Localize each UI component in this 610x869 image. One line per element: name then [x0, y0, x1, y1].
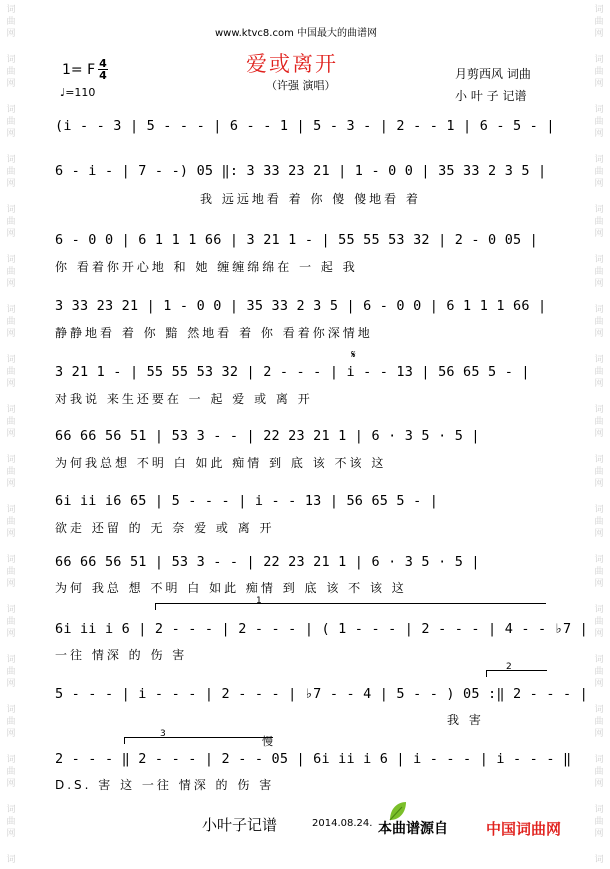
watermark-glyph: 词 — [594, 655, 604, 665]
volta-bracket-1 — [155, 603, 546, 610]
watermark-glyph: 曲 — [594, 117, 604, 127]
watermark-glyph: 词 — [594, 5, 604, 15]
watermark-glyph: 网 — [6, 329, 16, 339]
watermark-glyph: 词 — [594, 705, 604, 715]
watermark-glyph: 曲 — [6, 317, 16, 327]
watermark-glyph: 词 — [6, 255, 16, 265]
watermark-glyph: 曲 — [594, 667, 604, 677]
volta-bracket-3 — [124, 737, 273, 744]
time-signature — [98, 58, 108, 81]
watermark-glyph: 网 — [6, 579, 16, 589]
watermark-glyph: 词 — [6, 705, 16, 715]
watermark-glyph: 词 — [6, 355, 16, 365]
volta-bracket-2 — [486, 670, 547, 677]
watermark-glyph: 曲 — [594, 817, 604, 827]
footer-source-label: 本曲谱源自 — [378, 821, 448, 837]
lyric-line-7: 欲走 还留 的 无 奈 爱 或 离 开 — [55, 521, 275, 535]
lyric-line-10: 我 害 — [447, 713, 484, 727]
watermark-glyph: 词 — [594, 555, 604, 565]
volta-1-label: 1 — [256, 596, 262, 606]
watermark-glyph: 词 — [594, 455, 604, 465]
site-url: www.ktvc8.com 中国最大的曲谱网 — [215, 28, 378, 39]
footer-transcriber-signature: 小叶子记谱 — [202, 816, 278, 834]
watermark-glyph: 曲 — [6, 467, 16, 477]
watermark-glyph: 网 — [6, 429, 16, 439]
watermark-glyph: 词 — [594, 105, 604, 115]
watermark-glyph: 词 — [594, 805, 604, 815]
watermark-glyph: 网 — [6, 279, 16, 289]
watermark-glyph: 网 — [594, 429, 604, 439]
watermark-glyph: 曲 — [594, 67, 604, 77]
watermark-glyph: 曲 — [594, 467, 604, 477]
watermark-glyph: 词 — [594, 405, 604, 415]
lyric-line-5: 对我说 来生还要在 一 起 爱 或 离 开 — [55, 392, 313, 406]
composer-credit: 月剪西风 词曲 — [455, 67, 531, 81]
watermark-glyph: 词 — [6, 755, 16, 765]
watermark-glyph: 网 — [6, 79, 16, 89]
watermark-glyph: 曲 — [6, 367, 16, 377]
watermark-glyph: 网 — [594, 379, 604, 389]
watermark-glyph: 词 — [594, 305, 604, 315]
score-line-10: 5 - - - | i - - - | 2 - - - | ♭7 - - 4 | 5 - - ) 05 :‖ 2 - - - | — [55, 686, 588, 702]
score-line-6: 66 66 56 51 | 53 3 - - | 22 23 21 1 | 6 · 3 5 · 5 | — [55, 428, 480, 444]
watermark-glyph: 词 — [594, 255, 604, 265]
transcriber-credit: 小 叶 子 记谱 — [455, 89, 527, 103]
watermark-glyph: 网 — [6, 379, 16, 389]
score-line-8: 66 66 56 51 | 53 3 - - | 22 23 21 1 | 6 · 3 5 · 5 | — [55, 554, 480, 570]
score-line-2: 6 - i - | 7 - -) 05 ‖: 3 33 23 21 | 1 - 0 0 | 35 33 2 3 5 | — [55, 163, 547, 179]
watermark-glyph: 曲 — [594, 317, 604, 327]
watermark-glyph: 网 — [594, 479, 604, 489]
watermark-glyph: 曲 — [6, 217, 16, 227]
watermark-glyph: 曲 — [594, 267, 604, 277]
lyric-line-2: 我 远远地看 着 你 傻 傻地看 着 — [200, 192, 421, 206]
watermark-glyph: 词 — [6, 505, 16, 515]
watermark-glyph: 网 — [6, 179, 16, 189]
watermark-glyph: 网 — [594, 179, 604, 189]
watermark-glyph: 曲 — [6, 817, 16, 827]
watermark-glyph: 网 — [6, 729, 16, 739]
watermark-glyph: 词 — [6, 105, 16, 115]
volta-3-label: 3 — [160, 729, 166, 739]
watermark-right — [590, 0, 608, 869]
watermark-glyph: 曲 — [6, 717, 16, 727]
watermark-glyph: 曲 — [594, 17, 604, 27]
watermark-glyph: 曲 — [594, 617, 604, 627]
watermark-glyph: 网 — [594, 329, 604, 339]
watermark-glyph: 词 — [6, 5, 16, 15]
watermark-glyph: 网 — [594, 279, 604, 289]
watermark-glyph: 网 — [6, 479, 16, 489]
watermark-glyph: 曲 — [594, 517, 604, 527]
score-line-3: 6 - 0 0 | 6 1 1 1 66 | 3 21 1 - | 55 55 53 32 | 2 - 0 05 | — [55, 232, 539, 248]
watermark-glyph: 网 — [594, 829, 604, 839]
watermark-glyph: 词 — [6, 805, 16, 815]
watermark-glyph: 曲 — [594, 167, 604, 177]
footer-date: 2014.08.24. — [312, 818, 373, 829]
lyric-line-11: D.S. 害 这 一往 情深 的 伤 害 — [55, 778, 275, 792]
tempo-slow-marking: 慢 — [262, 735, 273, 748]
watermark-glyph: 词 — [6, 455, 16, 465]
score-line-1: (i - - 3 | 5 - - - | 6 - - 1 | 5 - 3 - | 2 - - 1 | 6 - 5 - | — [55, 118, 555, 134]
watermark-glyph: 曲 — [594, 567, 604, 577]
watermark-glyph: 网 — [594, 129, 604, 139]
watermark-glyph: 词 — [6, 855, 16, 865]
watermark-glyph: 词 — [594, 205, 604, 215]
segno-sign: 𝄋 — [351, 348, 356, 361]
watermark-glyph: 词 — [6, 555, 16, 565]
watermark-glyph: 网 — [594, 229, 604, 239]
watermark-glyph: 词 — [6, 605, 16, 615]
watermark-glyph: 词 — [6, 305, 16, 315]
watermark-glyph: 曲 — [594, 217, 604, 227]
watermark-glyph: 网 — [594, 779, 604, 789]
song-title: 爱或离开 — [246, 52, 338, 76]
watermark-glyph: 网 — [6, 679, 16, 689]
watermark-glyph: 词 — [6, 205, 16, 215]
watermark-glyph: 曲 — [6, 67, 16, 77]
watermark-glyph: 网 — [6, 229, 16, 239]
watermark-glyph: 曲 — [6, 117, 16, 127]
watermark-glyph: 词 — [6, 55, 16, 65]
watermark-glyph: 网 — [594, 79, 604, 89]
watermark-glyph: 曲 — [594, 367, 604, 377]
score-line-5: 3 21 1 - | 55 55 53 32 | 2 - - - | i - - 13 | 56 65 5 - | — [55, 364, 530, 380]
volta-2-label: 2 — [506, 662, 512, 672]
watermark-glyph: 词 — [594, 605, 604, 615]
watermark-glyph: 网 — [6, 129, 16, 139]
watermark-glyph: 网 — [6, 529, 16, 539]
time-signature-top: 4 — [99, 57, 107, 70]
watermark-glyph: 曲 — [6, 667, 16, 677]
watermark-glyph: 网 — [6, 779, 16, 789]
watermark-glyph: 曲 — [6, 567, 16, 577]
watermark-glyph: 曲 — [6, 617, 16, 627]
score-line-9: 6i ii i 6 | 2 - - - | 2 - - - | ( 1 - - - | 2 - - - | 4 - - ♭7 | — [55, 621, 588, 637]
lyric-line-3: 你 看着你开心地 和 她 缠缠绵绵在 一 起 我 — [55, 260, 358, 274]
watermark-glyph: 词 — [594, 355, 604, 365]
watermark-glyph: 网 — [594, 729, 604, 739]
lyric-line-8: 为何 我总 想 不明 白 如此 痴情 到 底 该 不 该 这 — [55, 581, 407, 595]
watermark-glyph: 网 — [594, 529, 604, 539]
watermark-glyph: 曲 — [6, 267, 16, 277]
watermark-glyph: 网 — [594, 629, 604, 639]
watermark-glyph: 网 — [6, 629, 16, 639]
lyric-line-6: 为何我总想 不明 白 如此 痴情 到 底 该 不该 这 — [55, 456, 387, 470]
score-line-11: 2 - - - ‖ 2 - - - | 2 - - 05 | 6i ii i 6 | i - - - | i - - - ‖ — [55, 751, 572, 767]
score-line-7: 6i ii i6 65 | 5 - - - | i - - 13 | 56 65 5 - | — [55, 493, 439, 509]
lyric-line-4: 静静地看 着 你 黯 然地看 着 你 看着你深情地 — [55, 326, 373, 340]
watermark-glyph: 曲 — [6, 167, 16, 177]
score-line-4: 3 33 23 21 | 1 - 0 0 | 35 33 2 3 5 | 6 - 0 0 | 6 1 1 1 66 | — [55, 298, 547, 314]
key-signature: 1= F — [62, 62, 96, 78]
watermark-glyph: 网 — [6, 29, 16, 39]
watermark-left — [2, 0, 20, 869]
watermark-glyph: 网 — [594, 679, 604, 689]
watermark-glyph: 曲 — [594, 717, 604, 727]
watermark-glyph: 网 — [6, 829, 16, 839]
footer-site-link[interactable]: 中国词曲网 — [486, 820, 562, 838]
watermark-glyph: 曲 — [6, 517, 16, 527]
tempo-marking: ♩=110 — [60, 86, 96, 99]
watermark-glyph: 词 — [6, 405, 16, 415]
watermark-glyph: 曲 — [594, 767, 604, 777]
watermark-glyph: 词 — [594, 755, 604, 765]
watermark-glyph: 曲 — [6, 767, 16, 777]
watermark-glyph: 词 — [6, 155, 16, 165]
watermark-glyph: 词 — [594, 505, 604, 515]
time-signature-bottom: 4 — [99, 69, 107, 82]
watermark-glyph: 曲 — [6, 417, 16, 427]
watermark-glyph: 词 — [594, 855, 604, 865]
lyric-line-9: 一往 情深 的 伤 害 — [55, 648, 188, 662]
watermark-glyph: 曲 — [594, 417, 604, 427]
singer: （许强 演唱） — [266, 79, 336, 92]
watermark-glyph: 词 — [6, 655, 16, 665]
watermark-glyph: 词 — [594, 55, 604, 65]
watermark-glyph: 网 — [594, 29, 604, 39]
watermark-glyph: 词 — [594, 155, 604, 165]
watermark-glyph: 曲 — [6, 17, 16, 27]
watermark-glyph: 网 — [594, 579, 604, 589]
